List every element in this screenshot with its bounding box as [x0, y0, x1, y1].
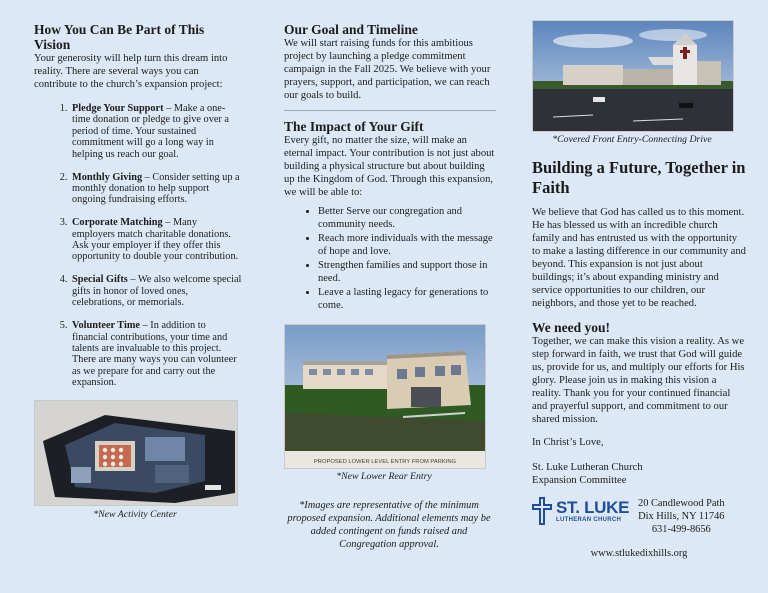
- address-line2: Dix Hills, NY 11746: [638, 511, 725, 522]
- list-item: • Better Serve our congregation and community needs.: [318, 205, 496, 231]
- section-divider: [284, 110, 496, 111]
- need-heading: We need you!: [532, 320, 611, 335]
- logo-subtitle: LUTHERAN CHURCH: [556, 516, 622, 523]
- address-line1: 20 Candlewood Path: [638, 498, 725, 509]
- signature-committee: Expansion Committee: [532, 475, 627, 486]
- list-item: • Reach more individuals with the message of hope and love.: [318, 232, 496, 258]
- contact-block: [532, 497, 746, 536]
- lower-entry-caption: *New Lower Rear Entry: [336, 471, 432, 482]
- logo-name: ST. LUKE: [556, 497, 630, 517]
- list-item: 2. Monthly Giving – Consider setting up a monthly donation to help support ongoing fundraising efforts.: [70, 172, 242, 206]
- website-link[interactable]: www.stlukedixhills.org: [590, 548, 688, 559]
- main-title: Building a Future, Together in Faith: [532, 158, 746, 197]
- impact-list: [284, 205, 496, 312]
- signature-church: St. Luke Lutheran Church: [532, 462, 643, 473]
- column-ways-to-give: [0, 0, 256, 593]
- church-logo: [532, 497, 632, 525]
- list-item: 4. Special Gifts – We also welcome special gifts in honor of loved ones, celebrations, or memorials.: [70, 274, 242, 308]
- cross-icon: [532, 497, 552, 525]
- ways-list: [34, 103, 242, 389]
- ways-intro: Your generosity will help turn this dream into reality. There are several ways you can contribute to the church’s expansion project:: [34, 53, 228, 90]
- list-item: • Leave a lasting legacy for generations to come.: [318, 286, 496, 312]
- front-entry-caption: *Covered Front Entry-Connecting Drive: [552, 134, 712, 145]
- future-intro: We believe that God has called us to this moment. He has blessed us with an incredible church family and has entrusted us with the opportunity to make a lasting difference in our community and beyond. This expansion is not just about buildings; it’s about expanding ministry and service opportunities to our children, our neighbors, and those yet to be reached.: [532, 207, 746, 309]
- address-block: [638, 497, 725, 536]
- list-item: 5. Volunteer Time – In addition to financial contributions, your time and talents are invaluable to this project. There are many ways you can volunteer as we prepare for and carry out the expansion.: [70, 320, 242, 388]
- lower-entry-image-label: PROPOSED LOWER LEVEL ENTRY FROM PARKING: [313, 459, 457, 465]
- impact-heading: The Impact of Your Gift: [284, 119, 424, 134]
- phone: 631-499-8656: [651, 524, 711, 535]
- list-item: 1. Pledge Your Support – Make a one-time donation or pledge to give over a period of time. Your sustained commitment will go a long way in helping us reach our goal.: [70, 103, 242, 160]
- ways-heading: How You Can Be Part of This Vision: [34, 22, 205, 52]
- closing: In Christ’s Love,: [532, 437, 604, 448]
- activity-center-image: [34, 400, 238, 506]
- column-building-future: [512, 0, 768, 593]
- goal-text: We will start raising funds for this ambitious project by launching a pledge commitment campaign in the Fall 2025. We believe with your prayers, support, and participation, we can reach our goals to build.: [284, 38, 491, 101]
- list-item: 3. Corporate Matching – Many employers match charitable donations. Ask your employer if they offer this opportunity to double your contribution.: [70, 217, 242, 263]
- images-disclaimer: *Images are representative of the minimum proposed expansion. Additional elements may be added contingent on funds raised and Congregation approval.: [287, 500, 491, 550]
- impact-text: Every gift, no matter the size, will make an eternal impact. Your contribution is not just about building a physical structure but about building up the Kingdom of God. Through this expansion, we will be able to:: [284, 135, 495, 198]
- front-entry-image: [532, 20, 734, 132]
- need-text: Together, we can make this vision a reality. As we step forward in faith, we trust that God will guide us, provide for us, and multiply our efforts for His glory. Please join us in making this vision a reality. Thank you for your continued financial and prayerful support, and commitment to our shared mission.: [532, 336, 745, 425]
- goal-heading: Our Goal and Timeline: [284, 22, 418, 37]
- list-item: • Strengthen families and support those in need.: [318, 259, 496, 285]
- activity-center-caption: *New Activity Center: [93, 509, 177, 521]
- lower-entry-image: [284, 324, 486, 469]
- column-goal-impact: [256, 0, 512, 593]
